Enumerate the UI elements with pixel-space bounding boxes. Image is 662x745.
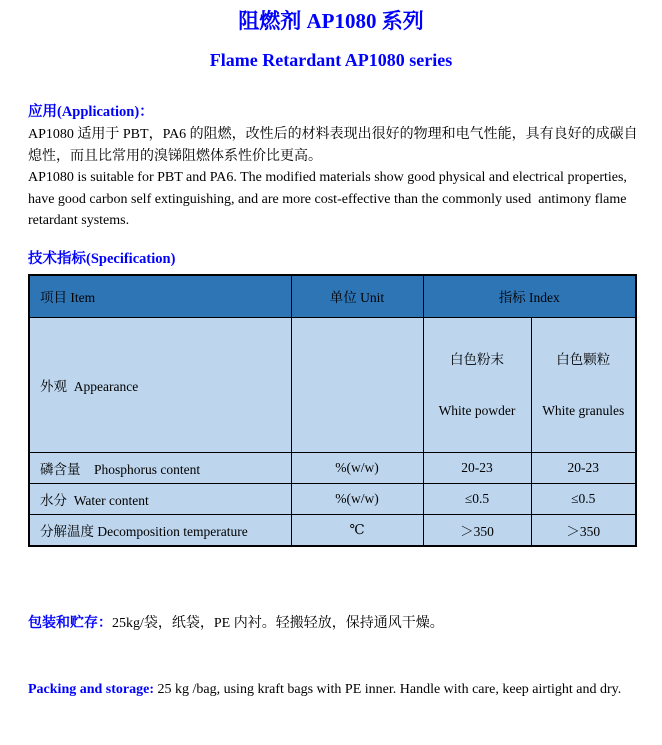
water-index1-cell: ≤0.5 [423, 483, 531, 514]
column-header-item: 项目 Item [29, 275, 291, 318]
application-heading-zh: 应用 [28, 104, 57, 120]
decomposition-unit-cell: ℃ [291, 514, 423, 546]
packing-heading-en: Packing and storage: [28, 681, 154, 697]
appearance-unit-cell [291, 317, 423, 452]
packing-text-zh: 25kg/袋，纸袋，PE 内衬。轻搬轻放，保持通风干燥。 [112, 615, 444, 631]
column-header-index: 指标 Index [423, 275, 636, 318]
decomposition-item-cell: 分解温度 Decomposition temperature [29, 514, 291, 546]
packing-heading-zh: 包装和贮存： [28, 615, 112, 631]
appearance-index-granules-cell [531, 317, 636, 452]
application-heading [28, 103, 648, 122]
title-english: Flame Retardant AP1080 series [209, 50, 453, 70]
appearance-granules-zh: 白色颗粒 [556, 351, 611, 367]
appearance-powder-en: White powder [438, 402, 516, 418]
table-row-phosphorus [29, 452, 636, 483]
appearance-index-powder-cell [423, 317, 531, 452]
application-heading-en: (Application)： [57, 104, 154, 120]
document-body [28, 103, 648, 745]
appearance-item-cell: 外观 Appearance [29, 317, 291, 452]
specification-heading-zh: 技术指标 [28, 250, 86, 267]
phosphorus-unit-cell: %(w/w) [291, 452, 423, 483]
water-unit-cell: %(w/w) [291, 483, 423, 514]
appearance-granules-en: White granules [542, 402, 625, 418]
packing-text-en: 25 kg /bag, using kraft bags with PE inner. Handle with care, keep airtight and dry. [154, 681, 622, 697]
specification-heading-en: (Specification) [86, 250, 176, 267]
phosphorus-item-cell: 磷含量 Phosphorus content [29, 452, 291, 483]
application-paragraph-english: AP1080 is suitable for PBT and PA6. The modified materials show good physical and electrical properties, have good carbon self extinguishing, and are more cost-effective than the commonly used antimony flame retardant systems. [28, 170, 631, 228]
packing-line-chinese [28, 613, 648, 635]
table-header-row [29, 275, 636, 318]
specification-table [28, 274, 637, 547]
packing-section [28, 569, 648, 745]
column-header-unit: 单位 Unit [291, 275, 423, 318]
specification-heading [28, 250, 648, 269]
decomposition-index1-cell: ＞350 [423, 514, 531, 546]
phosphorus-index1-cell: 20-23 [423, 452, 531, 483]
water-item-cell: 水分 Water content [29, 483, 291, 514]
table-row-appearance [29, 317, 636, 452]
decomposition-index2-cell: ＞350 [531, 514, 636, 546]
appearance-powder-zh: 白色粉末 [450, 351, 504, 367]
title-chinese: 阻燃剂 AP1080 系列 [238, 9, 424, 33]
packing-line-english [28, 679, 648, 701]
phosphorus-index2-cell: 20-23 [531, 452, 636, 483]
table-row-water [29, 483, 636, 514]
water-index2-cell: ≤0.5 [531, 483, 636, 514]
application-paragraph-chinese: AP1080 适用于 PBT，PA6 的阻燃，改性后的材料表现出很好的物理和电气性能，具有良好的成碳自熄性，而且比常用的溴锑阻燃体系性价比更高。 [28, 127, 638, 164]
